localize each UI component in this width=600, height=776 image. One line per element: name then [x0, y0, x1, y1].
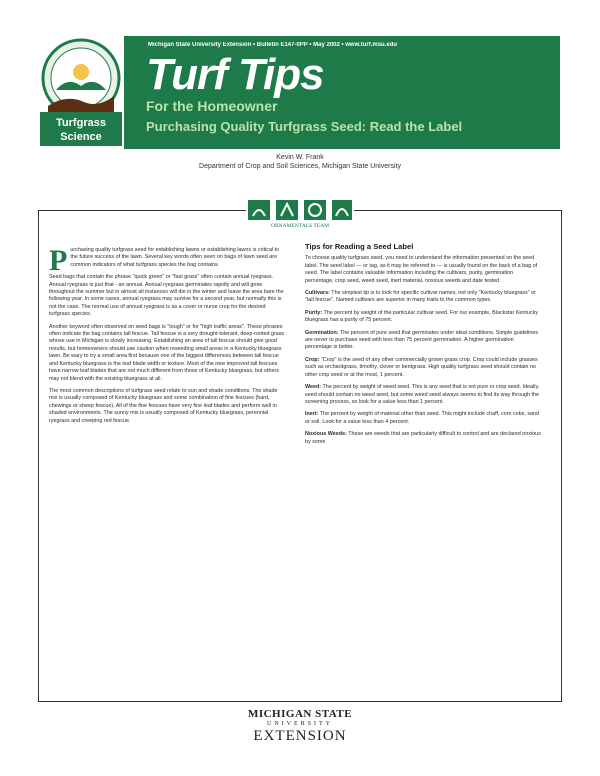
title-banner	[124, 36, 560, 146]
author-affiliation: Department of Crop and Soil Sciences, Michigan State University	[199, 163, 401, 170]
label-term-item: Purity: The percent by weight of the particular cultivar seed. For our example, Blackstar Kentucky bluegrass has a purity of 75 percent.	[305, 309, 539, 324]
label-term-item: Inert: The percent by weight of material other than seed. This might include chaff, corn cobs, sand or soil. Look for a value less than 4 percent.	[305, 411, 540, 425]
label-term-item: Germination: The percent of pure seed that germinates under ideal conditions. Simple guidelines are never to purchase seed with less than 75 percent germination. A higher germination percentage is better.	[305, 329, 539, 351]
author-block	[0, 153, 600, 171]
turfgrass-science-logo	[38, 36, 124, 146]
svg-text:Science: Science	[60, 131, 102, 143]
tips-intro: To choose quality turfgrass seed, you need to understand the information presented on the seed label. The seed label — or tag, as it may be referred to — is usually found on the back of a bag of seed. The label contains valuable information including the cultivars, purity, germination percentage, crop seed, weed seed, inert material, noxious weeds and date tested.	[305, 255, 538, 284]
label-term-item: Weed: The percent by weight of weed seed. This is any seed that is not pure or crop seed. Ideally, seed should contain no weed seed, but some weed seed always seems to find its way through the screening process, so look for a value less than 1 percent.	[305, 384, 540, 405]
label-term-item: Crop: "Crop" is the seed of any other commercially grown grass crop. Crop could include grasses such as orchardgrass, timothy, clover or bentgrass. High quality turfgrass seed should contain no other crop seed or at the most, 1 percent.	[305, 356, 538, 378]
tips-heading: Tips for Reading a Seed Label	[305, 242, 414, 251]
lead-paragraph: Purchasing quality turfgrass seed for establishing lawns or establishing lawns is critical to the future success of the lawn. Several key words often seen on bags of lawn seed are common indicators of what turfgrass species the bag contains.	[49, 244, 280, 277]
ornamentals-team-emblem	[246, 198, 354, 228]
label-term-item: Noxious Weeds: These are weeds that are particularly difficult to control and are declared noxious by some	[305, 431, 541, 445]
msu-line-1: MICHIGAN STATE	[247, 708, 353, 720]
left-column	[49, 244, 285, 430]
page-title: Turf Tips	[146, 50, 324, 99]
svg-text:Turfgrass: Turfgrass	[56, 117, 106, 129]
page-subtitle: For the Homeowner	[146, 98, 278, 114]
bulletin-info: Michigan State University Extension • Bulletin E147-0PP • May 2002 • www.turf.msu.edu	[148, 42, 398, 48]
article-box	[38, 210, 562, 702]
author-name: Kevin W. Frank	[276, 154, 324, 161]
paragraph: The most common descriptions of turfgrass seed relate to sun and shade conditions. The shade mix is usually composed of Kentucky bluegrass and some combination of fine fescues (hard, chewings or sheep fescue). All of the fine fescues have very fine leaf blades and perform well in shaded environments. The sunny mix is usually composed of Kentucky bluegrass, perennial ryegrass and creeping red fescue.	[49, 387, 278, 424]
drop-cap: P	[49, 244, 68, 277]
right-column	[305, 242, 541, 451]
paragraph: Seed bags that contain the phrase "quick green" or "fast grass" often contain annual ryegrass. Annual ryegrass is just that - an annual. Annual ryegrass germinates rapidly and will grow throughout the summer but in almost all instances will die in the winter and leave the area bare the following year. In some cases, annual ryegrass may survive for a second year, but normally this is not the case. The normal use of annual ryegrass is as a cover or nurse crop for the desired turfgrass species.	[49, 274, 284, 318]
header-rule	[124, 146, 560, 149]
label-term-item: Cultivars: The simplest tip is to look for specific cultivar names, not only "Kentucky bluegrass" or "tall fescue". Named cultivars are superior in many traits to the common types.	[305, 290, 536, 304]
msu-line-2: UNIVERSITY	[267, 721, 333, 727]
msu-line-3: EXTENSION	[253, 728, 347, 744]
paragraph: Another keyword often observed on seed bags is "tough" or for "high traffic areas". These phrases often indicate the bag contains tall fescue. Tall fescue is a very drought-tolerant, deep-rooted grass whose use in Michigan is slowly increasing. Establishing an area of tall fescue should give good results, but homeowners should use caution when reseeding small areas in a Kentucky bluegrass lawn. Be wary to try a small area first because one of the biggest differences between tall fescue and Kentucky bluegrass is the leaf blade width or texture. Most of the new improved tall fescues have narrow leaf blades that are not much different from those of Kentucky bluegrass, but others may not blend with the existing bluegrass at all.	[49, 323, 285, 382]
article-title: Purchasing Quality Turfgrass Seed: Read the Label	[146, 119, 463, 134]
emblem-caption: ORNAMENTALS TEAM	[271, 223, 329, 228]
msu-extension-logo	[240, 708, 360, 756]
